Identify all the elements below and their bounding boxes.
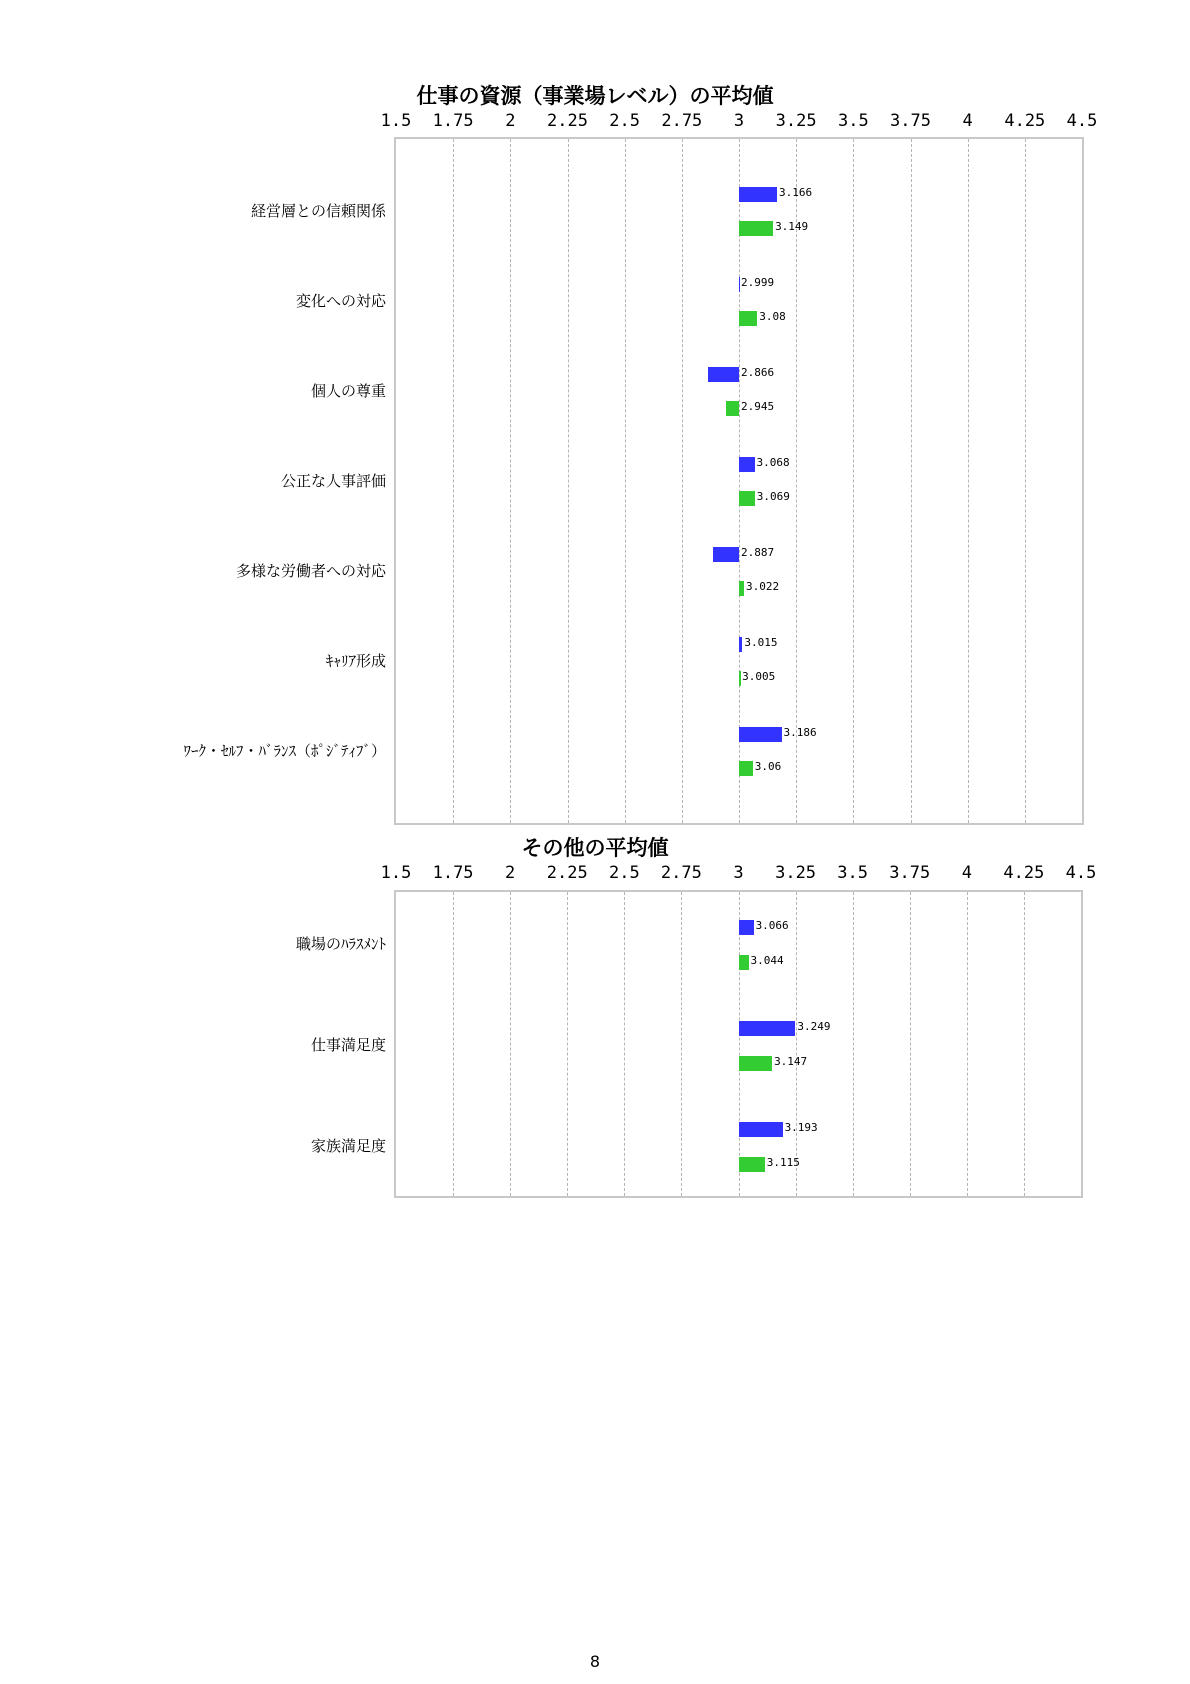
bar: [739, 187, 777, 202]
plot-area: [394, 137, 1084, 825]
gridline: [453, 892, 454, 1196]
x-tick-label: 4: [961, 863, 972, 883]
bar: [739, 920, 754, 935]
gridline: [682, 139, 683, 823]
bar: [739, 581, 744, 596]
bar: [708, 367, 739, 382]
gridline: [739, 892, 740, 1196]
x-tick-label: 2.5: [608, 863, 640, 883]
x-tick-label: 1.5: [380, 111, 412, 131]
x-tick-label: 3.25: [775, 863, 817, 883]
gridline: [1024, 892, 1025, 1196]
gridline: [625, 139, 626, 823]
x-tick-label: 4.25: [1004, 111, 1046, 131]
data-label: 3.022: [746, 580, 780, 593]
bar: [739, 955, 749, 970]
category-label: 個人の尊重: [310, 381, 386, 400]
data-label: 2.945: [741, 400, 775, 413]
x-tick-label: 2.25: [547, 111, 588, 131]
data-label: 3.015: [744, 636, 778, 649]
data-label: 3.06: [754, 760, 782, 773]
category-label: ｷｬﾘｱ形成: [325, 651, 386, 670]
chart-other-averages: [0, 832, 1190, 1208]
x-tick-label: 1.5: [380, 863, 412, 883]
gridline: [681, 892, 682, 1196]
bar: [739, 491, 755, 506]
gridline: [453, 139, 454, 823]
x-tick-label: 4.25: [1003, 863, 1045, 883]
bar: [739, 761, 753, 776]
gridline: [968, 139, 969, 823]
gridline: [910, 892, 911, 1196]
gridline: [624, 892, 625, 1196]
category-label: 多様な労働者への対応: [235, 561, 386, 580]
chart-title: 仕事の資源（事業場レベル）の平均値: [416, 84, 774, 108]
gridline: [853, 139, 854, 823]
gridline: [510, 892, 511, 1196]
data-label: 3.249: [797, 1020, 831, 1033]
x-tick-label: 4.5: [1066, 111, 1098, 131]
bar: [739, 221, 773, 236]
bar: [739, 671, 741, 686]
data-label: 2.866: [741, 366, 775, 379]
category-label: 職場のﾊﾗｽﾒﾝﾄ: [295, 935, 386, 953]
x-tick-label: 4: [962, 111, 973, 131]
plot-area: [394, 890, 1083, 1198]
category-label: 公正な人事評価: [280, 471, 386, 490]
x-tick-label: 2: [505, 111, 516, 131]
chart-job-resources: [0, 80, 1190, 835]
data-label: 3.166: [778, 186, 813, 199]
x-tick-label: 1.75: [432, 863, 474, 883]
gridline: [739, 139, 740, 823]
data-label: 3.068: [756, 456, 790, 469]
x-tick-label: 3.5: [837, 111, 869, 131]
gridline: [567, 892, 568, 1196]
chart-title: その他の平均値: [521, 836, 669, 860]
bar: [739, 1021, 796, 1036]
category-label: 家族満足度: [310, 1137, 386, 1155]
gridline: [796, 139, 797, 823]
data-label: 3.115: [766, 1156, 800, 1169]
data-label: 3.149: [775, 220, 809, 233]
x-tick-label: 2.5: [609, 111, 641, 131]
x-tick-label: 3.75: [889, 863, 931, 883]
data-label: 3.066: [755, 919, 789, 932]
data-label: 3.186: [783, 726, 817, 739]
x-tick-label: 3.25: [775, 111, 817, 131]
data-label: 2.999: [741, 276, 775, 289]
x-tick-label: 3: [733, 111, 745, 131]
x-tick-label: 3: [733, 863, 744, 883]
x-tick-label: 2.25: [546, 863, 588, 883]
data-label: 3.069: [756, 490, 790, 503]
x-tick-label: 2: [505, 863, 516, 883]
bar: [713, 547, 739, 562]
data-label: 3.044: [750, 954, 784, 967]
category-label: 仕事満足度: [310, 1036, 386, 1054]
x-tick-label: 1.75: [432, 111, 474, 131]
data-label: 3.193: [784, 1121, 818, 1134]
gridline: [568, 139, 569, 823]
page-number: 8: [589, 1652, 601, 1671]
x-tick-label: 2.75: [660, 863, 702, 883]
gridline: [796, 892, 797, 1196]
bar: [739, 637, 742, 652]
gridline: [967, 892, 968, 1196]
category-label: 変化への対応: [295, 291, 386, 310]
x-tick-label: 4.5: [1065, 863, 1097, 883]
x-tick-label: 3.5: [837, 863, 869, 883]
data-label: 3.147: [774, 1055, 808, 1068]
gridline: [911, 139, 912, 823]
bar: [739, 727, 782, 742]
data-label: 3.08: [759, 310, 786, 323]
bar: [739, 457, 755, 472]
bar: [739, 1122, 783, 1137]
gridline: [853, 892, 854, 1196]
gridline: [1025, 139, 1026, 823]
bar: [726, 401, 739, 416]
category-label: 経営層との信頼関係: [250, 201, 386, 220]
data-label: 2.887: [741, 546, 775, 559]
category-label: ﾜｰｸ・ｾﾙﾌ・ﾊﾞﾗﾝｽ（ﾎﾟｼﾞﾃｨﾌﾞ）: [183, 741, 386, 760]
x-tick-label: 2.75: [661, 111, 703, 131]
data-label: 3.005: [742, 670, 776, 683]
gridline: [510, 139, 511, 823]
bar: [739, 1056, 773, 1071]
bar: [739, 1157, 765, 1172]
x-tick-label: 3.75: [890, 111, 931, 131]
bar: [739, 311, 757, 326]
